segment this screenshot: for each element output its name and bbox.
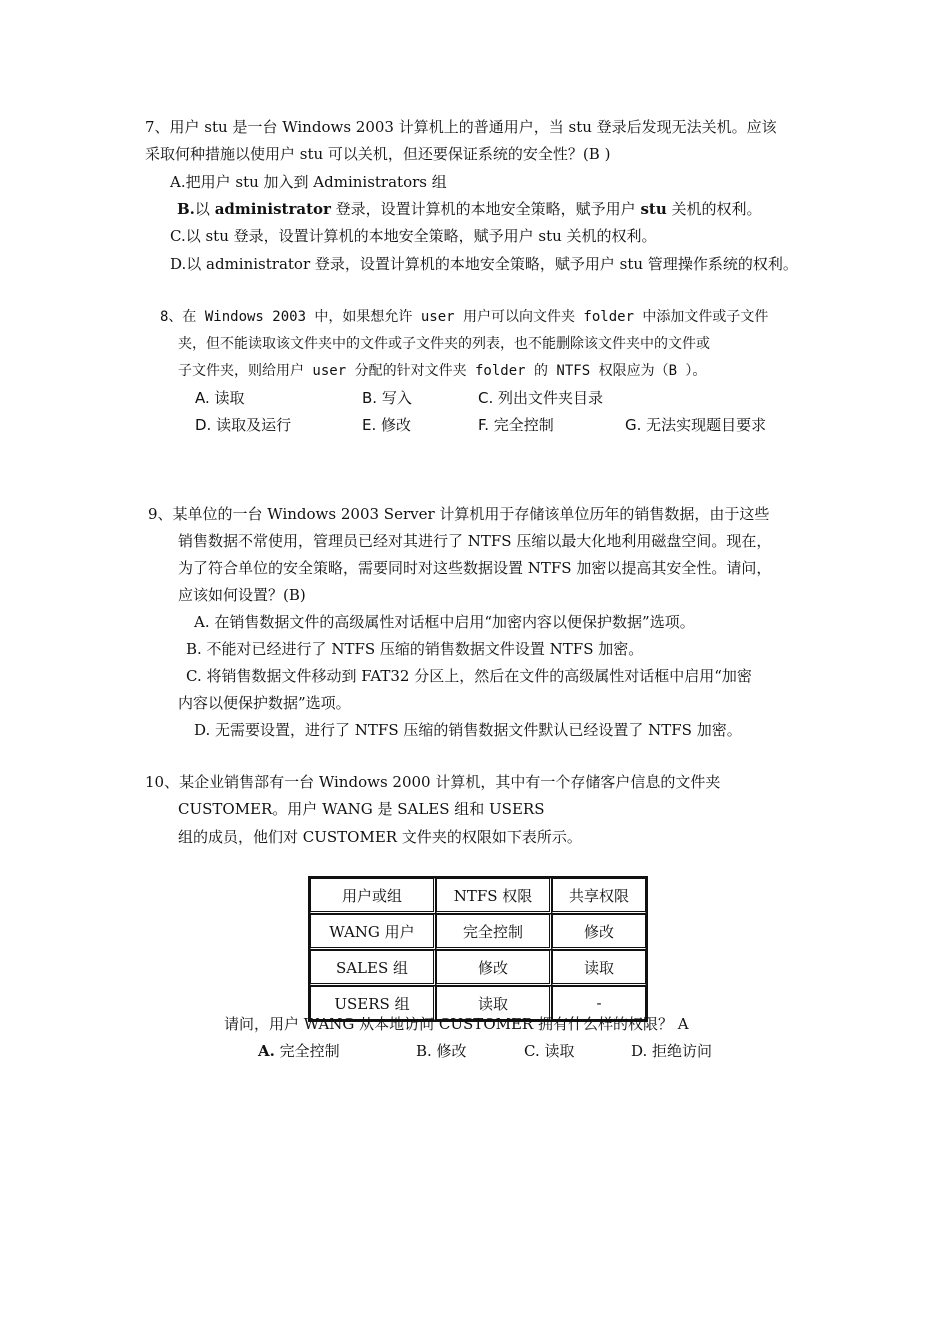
permissions-table bbox=[308, 876, 648, 1022]
q10-option-b: B. 修改 bbox=[416, 1042, 467, 1060]
q9-stem-line4: 应该如何设置？(B) bbox=[178, 586, 306, 604]
q10-option-a bbox=[258, 1041, 340, 1061]
q9-option-c-line1: C. 将销售数据文件移动到 FAT32 分区上，然后在文件的高级属性对话框中启用“加密 bbox=[186, 667, 752, 685]
table-cell: WANG 用户 bbox=[310, 914, 436, 950]
q8-option-b: B. 写入 bbox=[362, 389, 412, 407]
q8-stem-line2: 夹，但不能读取该文件夹中的文件或子文件夹的列表，也不能删除该文件夹中的文件或 bbox=[178, 336, 710, 352]
q7-option-b-stu: stu bbox=[640, 200, 667, 218]
q9-option-c-line2: 内容以便保护数据”选项。 bbox=[178, 694, 351, 712]
q10-stem-line1: 10、某企业销售部有一台 Windows 2000 计算机，其中有一个存储客户信息的文件夹 bbox=[145, 773, 721, 791]
table-cell: USERS 组 bbox=[310, 986, 436, 1020]
q10-stem-line3: 组的成员，他们对 CUSTOMER 文件夹的权限如下表所示。 bbox=[178, 828, 582, 846]
q8-option-g: G. 无法实现题目要求 bbox=[625, 416, 767, 434]
table-cell: 完全控制 bbox=[436, 914, 552, 950]
q8-option-e: E. 修改 bbox=[362, 416, 412, 434]
q7-option-b bbox=[177, 199, 762, 219]
table-cell: 修改 bbox=[436, 950, 552, 986]
q10-option-c: C. 读取 bbox=[524, 1042, 575, 1060]
table-cell: 修改 bbox=[552, 914, 646, 950]
q7-option-c: C.以 stu 登录，设置计算机的本地安全策略，赋予用户 stu 关机的权利。 bbox=[170, 227, 657, 245]
q10-stem-line2: CUSTOMER。用户 WANG 是 SALES 组和 USERS bbox=[178, 800, 545, 818]
q7-option-a: A.把用户 stu 加入到 Administrators 组 bbox=[170, 173, 447, 191]
q7-stem-line2: 采取何种措施以使用户 stu 可以关机，但还要保证系统的安全性？(B ) bbox=[145, 145, 611, 163]
q8-option-c: C. 列出文件夹目录 bbox=[478, 389, 604, 407]
table-row bbox=[310, 950, 646, 986]
table-cell: - bbox=[552, 986, 646, 1020]
q9-stem-line3: 为了符合单位的安全策略，需要同时对这些数据设置 NTFS 加密以提高其安全性。请问， bbox=[178, 559, 772, 577]
table-header-row bbox=[310, 878, 646, 914]
q7-option-b-prefix: B. bbox=[177, 200, 195, 218]
q7-option-b-admin: administrator bbox=[214, 200, 331, 218]
table-header-cell: NTFS 权限 bbox=[436, 878, 552, 914]
table-cell: 读取 bbox=[436, 986, 552, 1020]
q10-option-a-prefix: A. bbox=[258, 1042, 275, 1060]
q8-option-f: F. 完全控制 bbox=[478, 416, 554, 434]
q7-option-d: D.以 administrator 登录，设置计算机的本地安全策略，赋予用户 stu 管理操作系统的权利。 bbox=[170, 255, 798, 273]
q7-stem-line1: 7、用户 stu 是一台 Windows 2003 计算机上的普通用户，当 stu 登录后发现无法关机。应该 bbox=[145, 118, 777, 136]
q7-option-b-text2: 登录，设置计算机的本地安全策略，赋予用户 bbox=[330, 200, 641, 218]
q10-option-a-text: 完全控制 bbox=[274, 1042, 340, 1060]
q7-option-b-text1: 以 bbox=[194, 200, 215, 218]
table-cell: SALES 组 bbox=[310, 950, 436, 986]
q9-option-d: D. 无需要设置，进行了 NTFS 压缩的销售数据文件默认已经设置了 NTFS 加密。 bbox=[194, 721, 742, 739]
q8-stem-line3: 子文件夹，则给用户 user 分配的针对文件夹 folder 的 NTFS 权限应为（B ）。 bbox=[178, 363, 707, 379]
q10-option-d: D. 拒绝访问 bbox=[631, 1042, 713, 1060]
table-row bbox=[310, 914, 646, 950]
table-header-cell: 共享权限 bbox=[552, 878, 646, 914]
q7-option-b-text3: 关机的权利。 bbox=[666, 200, 762, 218]
q8-option-d: D. 读取及运行 bbox=[195, 416, 292, 434]
q9-option-b: B. 不能对已经进行了 NTFS 压缩的销售数据文件设置 NTFS 加密。 bbox=[186, 640, 644, 658]
table-header-cell: 用户或组 bbox=[310, 878, 436, 914]
q9-stem-line2: 销售数据不常使用，管理员已经对其进行了 NTFS 压缩以最大化地利用磁盘空间。现在， bbox=[178, 532, 772, 550]
q9-stem-line1: 9、某单位的一台 Windows 2003 Server 计算机用于存储该单位历年的销售数据，由于这些 bbox=[148, 505, 770, 523]
table-cell: 读取 bbox=[552, 950, 646, 986]
q8-option-a: A. 读取 bbox=[195, 389, 245, 407]
q10-question: 请问，用户 WANG 从本地访问 CUSTOMER 拥有什么样的权限？ A bbox=[224, 1015, 689, 1033]
q8-stem-line1: 8、在 Windows 2003 中，如果想允许 user 用户可以向文件夹 folder 中添加文件或子文件 bbox=[160, 309, 769, 325]
q9-option-a: A. 在销售数据文件的高级属性对话框中启用“加密内容以便保护数据”选项。 bbox=[194, 613, 695, 631]
